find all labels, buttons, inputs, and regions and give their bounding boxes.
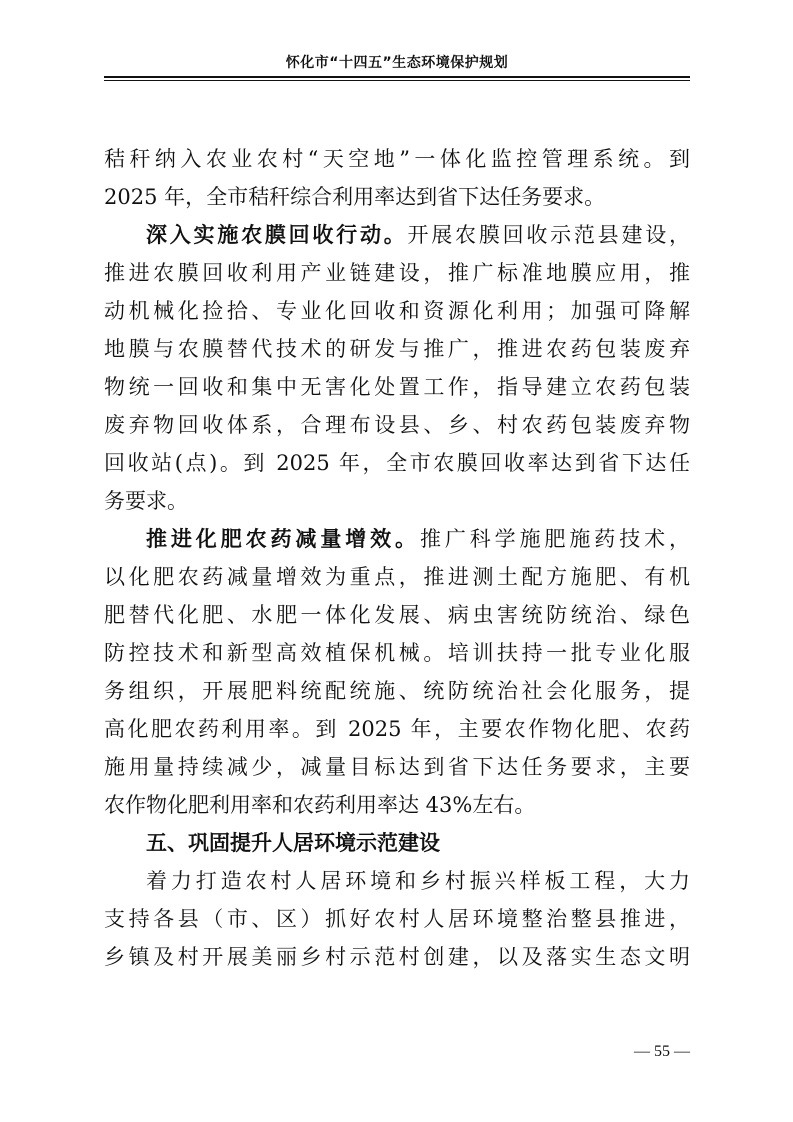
- text-line: [104, 254, 690, 292]
- header-rule-thin: [104, 80, 690, 81]
- text-line: [104, 938, 690, 976]
- line-text: 务要求。: [104, 489, 188, 513]
- text-line: [104, 444, 690, 482]
- line-text: 施用量持续减少，减量目标达到省下达任务要求，主要: [104, 755, 690, 779]
- text-line: [104, 292, 690, 330]
- text-line: [104, 406, 690, 444]
- text-line: [104, 824, 690, 862]
- line-text: 物统一回收和集中无害化处置工作，指导建立农药包装: [104, 375, 690, 399]
- line-text: 2025 年，全市秸秆综合利用率达到省下达任务要求。: [104, 185, 606, 209]
- line-text: 秸秆纳入农业农村“天空地”一体化监控管理系统。到: [104, 147, 690, 171]
- text-line: [104, 330, 690, 368]
- line-text: 务组织，开展肥料统配统施、统防统治社会化服务，提: [104, 679, 690, 703]
- line-text: 开展农膜回收示范县建设，: [407, 223, 690, 247]
- line-text: 防控技术和新型高效植保机械。培训扶持一批专业化服: [104, 641, 690, 665]
- text-line: [104, 672, 690, 710]
- text-line: [104, 368, 690, 406]
- text-line: [104, 482, 690, 520]
- line-text: 废弃物回收体系，合理布设县、乡、村农药包装废弃物: [104, 413, 690, 437]
- header-rule-thick: [104, 76, 690, 78]
- page-number: — 55 —: [634, 1043, 690, 1060]
- text-line: [104, 634, 690, 672]
- line-text: 肥替代化肥、水肥一体化发展、病虫害统防统治、绿色: [104, 603, 690, 627]
- line-text: 着力打造农村人居环境和乡村振兴样板工程，大力: [146, 869, 690, 893]
- bold-lead: 推进化肥农药减量增效。: [146, 526, 420, 551]
- text-line: [104, 748, 690, 786]
- line-text: 以化肥农药减量增效为重点，推进测土配方施肥、有机: [104, 565, 690, 589]
- text-line: [104, 862, 690, 900]
- line-text: 支持各县（市、区）抓好农村人居环境整治整县推进，: [104, 907, 690, 931]
- line-text: 推广科学施肥施药技术，: [419, 527, 690, 551]
- text-line: [104, 900, 690, 938]
- line-text: 回收站(点)。到 2025 年，全市农膜回收率达到省下达任: [104, 451, 690, 475]
- line-text: 动机械化捡拾、专业化回收和资源化利用；加强可降解: [104, 299, 690, 323]
- text-line: [104, 558, 690, 596]
- text-line: [104, 710, 690, 748]
- line-text: 农作物化肥利用率和农药利用率达 43%左右。: [104, 793, 536, 817]
- line-text: 地膜与农膜替代技术的研发与推广，推进农药包装废弃: [104, 337, 690, 361]
- bold-lead: 深入实施农膜回收行动。: [146, 222, 408, 247]
- line-text: 乡镇及村开展美丽乡村示范村创建，以及落实生态文明: [104, 945, 690, 969]
- text-line: [104, 786, 690, 824]
- text-line: [104, 216, 690, 254]
- line-text: 推进农膜回收利用产业链建设，推广标准地膜应用，推: [104, 261, 690, 285]
- body-text: [104, 140, 690, 976]
- text-line: [104, 520, 690, 558]
- text-line: [104, 140, 690, 178]
- line-text: 高化肥农药利用率。到 2025 年，主要农作物化肥、农药: [104, 717, 690, 741]
- bold-lead: 五、巩固提升人居环境示范建设: [146, 830, 440, 855]
- running-header: 怀化市“十四五”生态环境保护规划: [285, 55, 509, 71]
- text-line: [104, 178, 690, 216]
- text-line: [104, 596, 690, 634]
